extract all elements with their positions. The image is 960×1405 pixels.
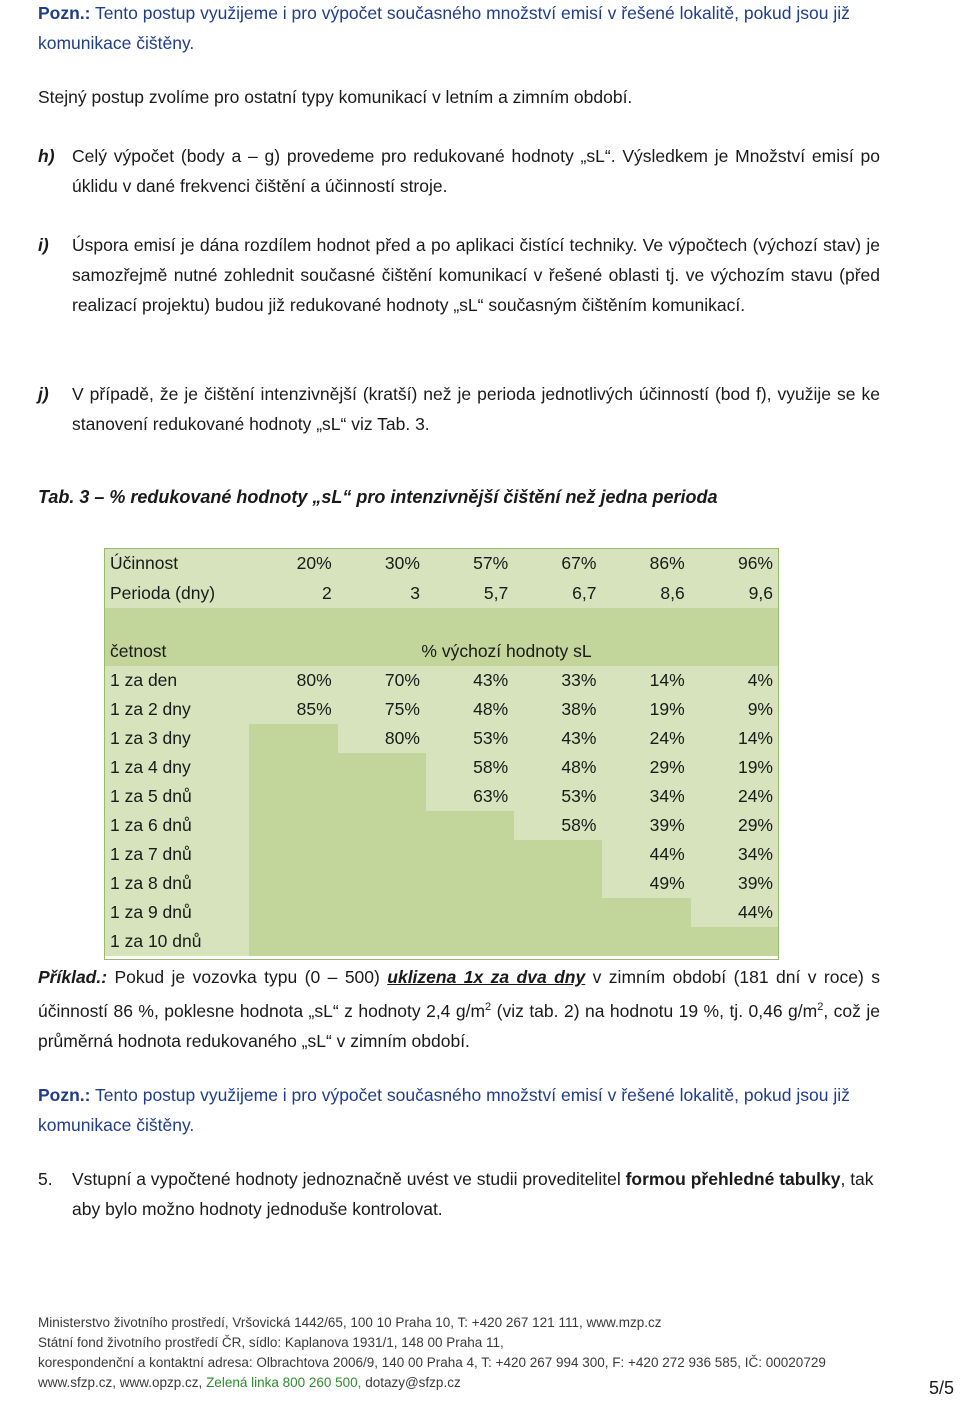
table-row-cell-1 <box>249 927 337 956</box>
table-row-cell-6: 24% <box>691 782 779 811</box>
table-row <box>104 811 779 840</box>
item-j <box>38 379 880 439</box>
table-row-cell-6: 4% <box>691 666 779 695</box>
footer-line-1: Ministerstvo životního prostředí, Vršovická 1442/65, 100 10 Praha 10, T: +420 267 121 111, www.mzp.cz <box>38 1315 662 1330</box>
example-paragraph <box>38 962 880 1056</box>
reduction-table <box>104 548 779 956</box>
note-top-label: Pozn.: <box>38 3 91 23</box>
values-header: % výchozí hodnoty sL <box>249 637 779 666</box>
example-text-3: (viz tab. 2) na hodnotu 19 %, tj. 0,46 g/m <box>496 1000 818 1021</box>
table-row-cell-3: 48% <box>426 695 514 724</box>
table-row <box>104 724 779 753</box>
table-row-cell-1: 85% <box>249 695 337 724</box>
item-h-marker: h) <box>38 146 55 166</box>
table-row-cell-3: 43% <box>426 666 514 695</box>
table-row-cell-0: 1 za 8 dnů <box>104 869 249 898</box>
table-row-cell-6: 14% <box>691 724 779 753</box>
item-5-text-1: Vstupní a vypočtené hodnoty jednoznačně uvést ve studii provediteli <box>72 1169 603 1189</box>
spacer-cell <box>338 608 426 637</box>
spacer-cell <box>602 608 690 637</box>
example-text-2: v zimním období (181 dní v roce) s účinností 86 %, poklesne hodnota „sL“ z hodnoty 2,4 g/m <box>38 967 880 1021</box>
item-5 <box>38 1164 880 1224</box>
table-row-cell-0: 1 za den <box>104 666 249 695</box>
item-5-text-1b: tel <box>602 1169 621 1189</box>
row-perioda-cell-0: Perioda (dny) <box>104 578 249 608</box>
table-row-cell-2 <box>338 753 426 782</box>
footer-links[interactable]: www.sfzp.cz, www.opzp.cz, <box>38 1375 203 1390</box>
table-row-cell-2 <box>338 811 426 840</box>
table-row-cell-4 <box>514 840 602 869</box>
row-cetnost-header <box>104 637 779 666</box>
table-row-cell-4 <box>514 927 602 956</box>
table-row-cell-2 <box>338 840 426 869</box>
table-row-cell-1 <box>249 724 337 753</box>
table-row-cell-1: 80% <box>249 666 337 695</box>
row-spacer <box>104 608 779 637</box>
table-row-cell-0: 1 za 3 dny <box>104 724 249 753</box>
footer-line-3: korespondenční a kontaktní adresa: Olbrachtova 2006/9, 140 00 Praha 4, T: +420 267 994 300, F: +420 272 936 585, IČ: 00020729 <box>38 1355 826 1370</box>
table-row <box>104 927 779 956</box>
table-row-cell-3 <box>426 869 514 898</box>
item-h-text: Celý výpočet (body a – g) provedeme pro redukované hodnoty „sL“. Výsledkem je Množství emisí po úklidu v dané frekvenci čištění a účinností stroje. <box>72 146 880 196</box>
table-row-cell-1 <box>249 782 337 811</box>
table-row-cell-2 <box>338 927 426 956</box>
row-ucinnost <box>104 548 779 578</box>
table-row <box>104 695 779 724</box>
cetnost-header: četnost <box>104 637 249 666</box>
table-row-cell-0: 1 za 5 dnů <box>104 782 249 811</box>
row-ucinnost-cell-3: 57% <box>426 548 514 578</box>
table-row-cell-5: 34% <box>602 782 690 811</box>
footer-email[interactable]: dotazy@sfzp.cz <box>365 1375 461 1390</box>
table-row-cell-5: 24% <box>602 724 690 753</box>
table-row-cell-1 <box>249 898 337 927</box>
item-h <box>38 141 880 201</box>
table-row-cell-0: 1 za 9 dnů <box>104 898 249 927</box>
table-row-cell-0: 1 za 6 dnů <box>104 811 249 840</box>
table-row-cell-4: 48% <box>514 753 602 782</box>
table-row-cell-1 <box>249 753 337 782</box>
table-row-cell-4 <box>514 898 602 927</box>
table-row-cell-4: 58% <box>514 811 602 840</box>
table-row-cell-1 <box>249 869 337 898</box>
row-ucinnost-cell-1: 20% <box>249 548 337 578</box>
table-row-cell-0: 1 za 7 dnů <box>104 840 249 869</box>
table-row-cell-6: 19% <box>691 753 779 782</box>
table-row-cell-5: 39% <box>602 811 690 840</box>
spacer-cell <box>691 608 779 637</box>
table-row <box>104 782 779 811</box>
note-bottom <box>38 1080 880 1140</box>
table-row-cell-3: 58% <box>426 753 514 782</box>
item-5-text-3: , tak aby bylo možno hodnoty jednoduše kontrolovat. <box>72 1169 874 1219</box>
table-row-cell-1 <box>249 811 337 840</box>
table-row-cell-0: 1 za 2 dny <box>104 695 249 724</box>
example-sup-2: 2 <box>817 1001 824 1013</box>
table-row-cell-3: 53% <box>426 724 514 753</box>
table-row-cell-5: 29% <box>602 753 690 782</box>
example-text-4: , což je průměrná hodnota redukovaného „sL“ v zimním období. <box>38 1000 880 1051</box>
table-row-cell-2 <box>338 782 426 811</box>
page-number: 5/5 <box>928 1378 954 1398</box>
item-j-marker: j) <box>38 384 49 404</box>
row-perioda-cell-6: 9,6 <box>691 578 779 608</box>
spacer-cell <box>426 608 514 637</box>
row-perioda-cell-4: 6,7 <box>514 578 602 608</box>
table-row-cell-2: 70% <box>338 666 426 695</box>
table-row-cell-6 <box>691 927 779 956</box>
table-row-cell-4: 38% <box>514 695 602 724</box>
footer-hotline: Zelená linka 800 260 500, <box>206 1375 362 1390</box>
row-ucinnost-cell-2: 30% <box>338 548 426 578</box>
item-i-text: Úspora emisí je dána rozdílem hodnot před a po aplikaci čistící techniky. Ve výpočtech (výchozí stav) je samozřejmě nutné zohlednit současné čištění komunikací v řešené oblasti tj. ve výchozím stavu (před realizací projektu) budou již redukované hodnoty „sL“ současným čištěním komunikací. <box>72 235 880 315</box>
spacer-cell <box>514 608 602 637</box>
row-perioda-cell-1: 2 <box>249 578 337 608</box>
table-row-cell-4: 33% <box>514 666 602 695</box>
footer-line-2: Státní fond životního prostředí ČR, sídlo: Kaplanova 1931/1, 148 00 Praha 11, <box>38 1335 504 1350</box>
item-i-marker: i) <box>38 235 49 255</box>
table-row-cell-3 <box>426 840 514 869</box>
item-5-marker: 5. <box>38 1169 53 1189</box>
row-ucinnost-cell-6: 96% <box>691 548 779 578</box>
table-row <box>104 869 779 898</box>
item-i <box>38 230 880 320</box>
row-perioda-cell-2: 3 <box>338 578 426 608</box>
row-ucinnost-cell-5: 86% <box>602 548 690 578</box>
table-row-cell-6: 29% <box>691 811 779 840</box>
row-ucinnost-cell-0: Účinnost <box>104 548 249 578</box>
table-row-cell-2: 80% <box>338 724 426 753</box>
spacer-cell <box>249 608 337 637</box>
table-row-cell-0: 1 za 10 dnů <box>104 927 249 956</box>
table-row-cell-5 <box>602 898 690 927</box>
table-row-cell-6: 44% <box>691 898 779 927</box>
table-row-cell-3 <box>426 811 514 840</box>
table-row-cell-1 <box>249 840 337 869</box>
table-row-cell-6: 9% <box>691 695 779 724</box>
table-row <box>104 840 779 869</box>
table-row-cell-3 <box>426 927 514 956</box>
footer-line-4 <box>38 1373 826 1393</box>
para-same-procedure: Stejný postup zvolíme pro ostatní typy komunikací v letním a zimním období. <box>38 87 633 107</box>
table-row-cell-2: 75% <box>338 695 426 724</box>
note-bottom-text: Tento postup využijeme i pro výpočet současného množství emisí v řešené lokalitě, pokud jsou již komunikace čištěny. <box>38 1085 850 1135</box>
note-top-text: Tento postup využijeme i pro výpočet současného množství emisí v řešené lokalitě, pokud jsou již komunikace čištěny. <box>38 3 850 53</box>
table-row-cell-5: 19% <box>602 695 690 724</box>
row-ucinnost-cell-4: 67% <box>514 548 602 578</box>
row-perioda-cell-3: 5,7 <box>426 578 514 608</box>
table-row-cell-4 <box>514 869 602 898</box>
spacer-cell <box>104 608 249 637</box>
table-row-cell-5 <box>602 927 690 956</box>
example-bold: uklizena 1x za dva dny <box>387 967 586 987</box>
table-row-cell-3 <box>426 898 514 927</box>
table-row-cell-4: 43% <box>514 724 602 753</box>
example-sup-1: 2 <box>485 1001 492 1013</box>
table-row <box>104 753 779 782</box>
row-perioda <box>104 578 779 608</box>
example-label: Příklad.: <box>38 967 108 987</box>
table-row-cell-5: 49% <box>602 869 690 898</box>
item-j-text: V případě, že je čištění intenzivnější (kratší) než je perioda jednotlivých účinností (bod f), využije se ke stanovení redukované hodnoty „sL“ viz Tab. 3. <box>72 384 880 434</box>
table-row-cell-5: 44% <box>602 840 690 869</box>
row-perioda-cell-5: 8,6 <box>602 578 690 608</box>
table-row-cell-2 <box>338 869 426 898</box>
table-caption: Tab. 3 – % redukované hodnoty „sL“ pro intenzivnější čištění než jedna perioda <box>38 487 718 507</box>
table-row <box>104 898 779 927</box>
table-row-cell-5: 14% <box>602 666 690 695</box>
item-5-bold: formou přehledné tabulky <box>625 1169 841 1189</box>
table-row-cell-3: 63% <box>426 782 514 811</box>
table-row-cell-6: 34% <box>691 840 779 869</box>
table-row-cell-2 <box>338 898 426 927</box>
table-row-cell-4: 53% <box>514 782 602 811</box>
note-top <box>38 0 880 58</box>
table-row-cell-0: 1 za 4 dny <box>104 753 249 782</box>
table-row-cell-6: 39% <box>691 869 779 898</box>
footer <box>38 1313 826 1393</box>
note-bottom-label: Pozn.: <box>38 1085 91 1105</box>
table-row <box>104 666 779 695</box>
example-text-1: Pokud je vozovka typu (0 – 500) <box>114 967 380 987</box>
